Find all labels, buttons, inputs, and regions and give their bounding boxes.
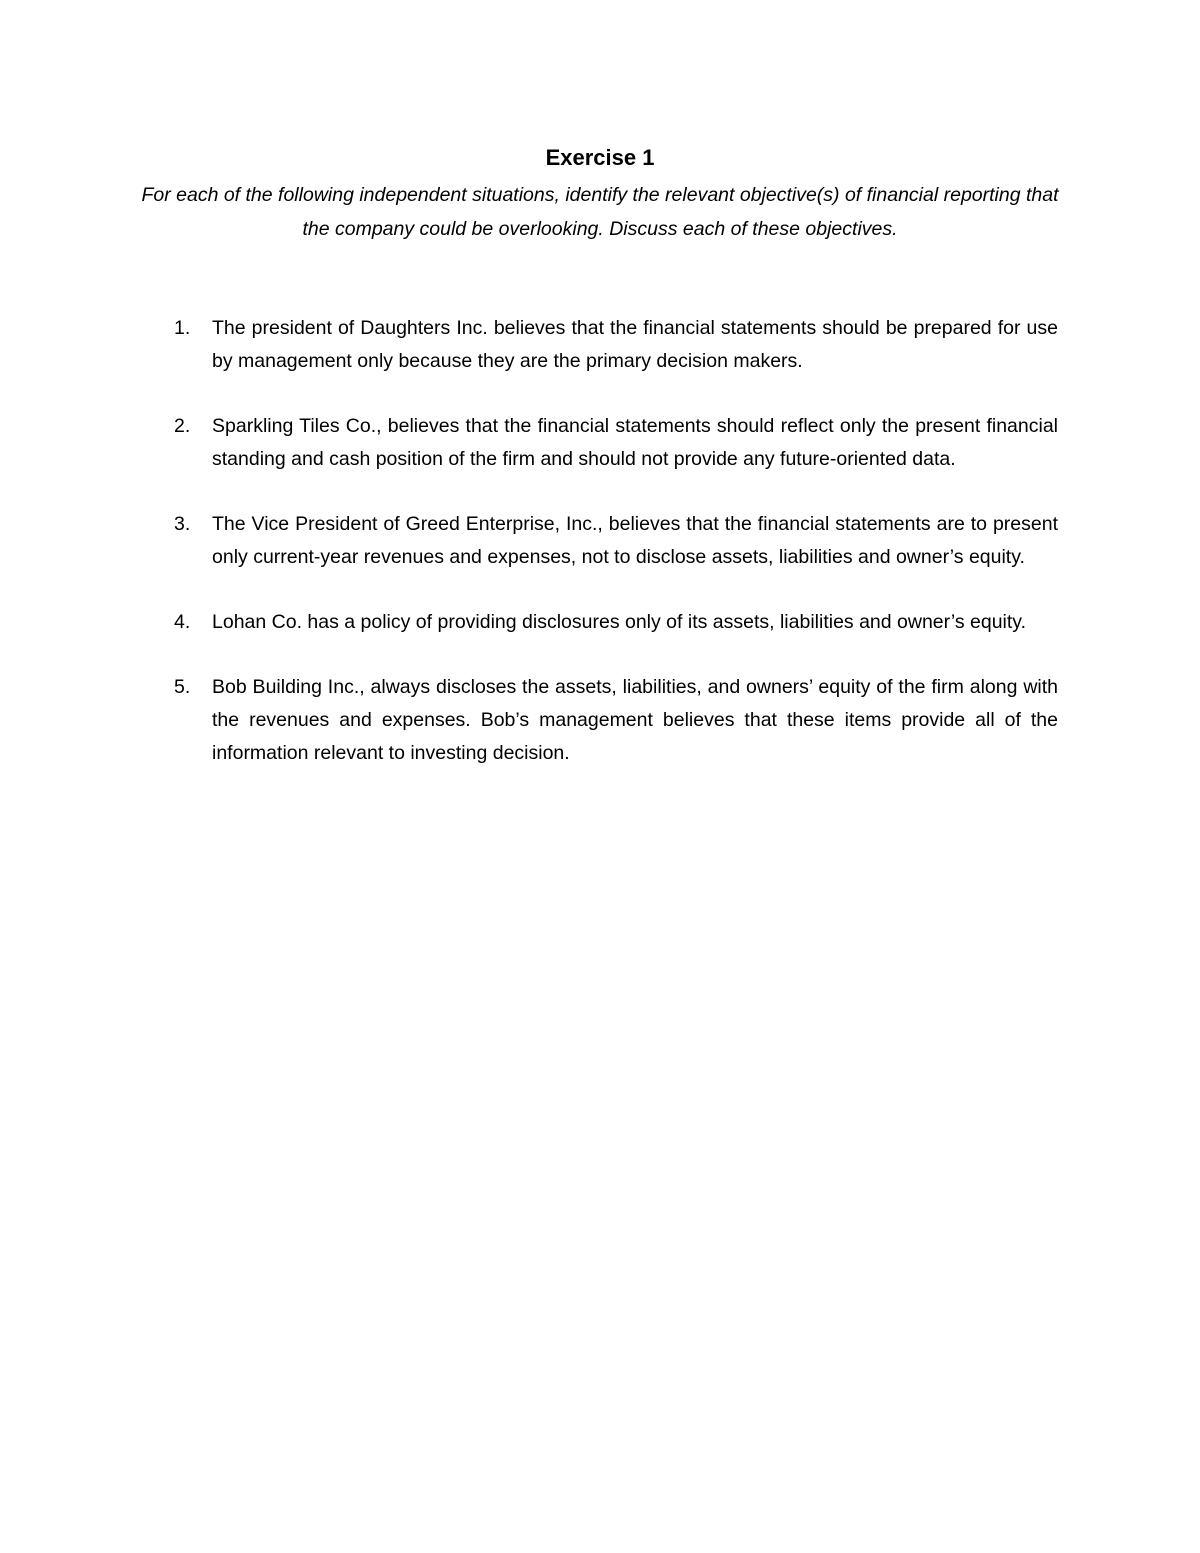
- item-number: 1.: [174, 317, 191, 339]
- situation-list: [0, 312, 1200, 802]
- item-text: The Vice President of Greed Enterprise, Inc., believes that the financial statements are to present only current-year revenues and expenses, not to disclose assets, liabilities and owner’s equity.: [212, 513, 1058, 568]
- item-number: 3.: [174, 513, 191, 535]
- item-number: 2.: [174, 415, 191, 437]
- item-number: 5.: [174, 676, 191, 698]
- page-title: Exercise 1: [545, 145, 655, 170]
- instructions: For each of the following independent situations, identify the relevant objective(s) of financial reporting that the company could be overlooking. Discuss each of these objectives.: [141, 184, 1059, 240]
- item-text: Sparkling Tiles Co., believes that the financial statements should reflect only the present financial standing and cash position of the firm and should not provide any future-oriented data.: [212, 415, 1058, 470]
- item-text: The president of Daughters Inc. believes that the financial statements should be prepared for use by management only because they are the primary decision makers.: [212, 317, 1058, 372]
- item-text: Bob Building Inc., always discloses the assets, liabilities, and owners’ equity of the firm along with the revenues and expenses. Bob’s management believes that these items provide all of the information relevant to investing decision.: [212, 676, 1058, 764]
- list-item: [0, 410, 1200, 476]
- item-number: 4.: [174, 611, 191, 633]
- item-text: Lohan Co. has a policy of providing disclosures only of its assets, liabilities and owner’s equity.: [212, 611, 1027, 633]
- list-item: [0, 606, 1200, 639]
- list-item: [0, 671, 1200, 770]
- list-item: [0, 508, 1200, 574]
- list-item: [0, 312, 1200, 378]
